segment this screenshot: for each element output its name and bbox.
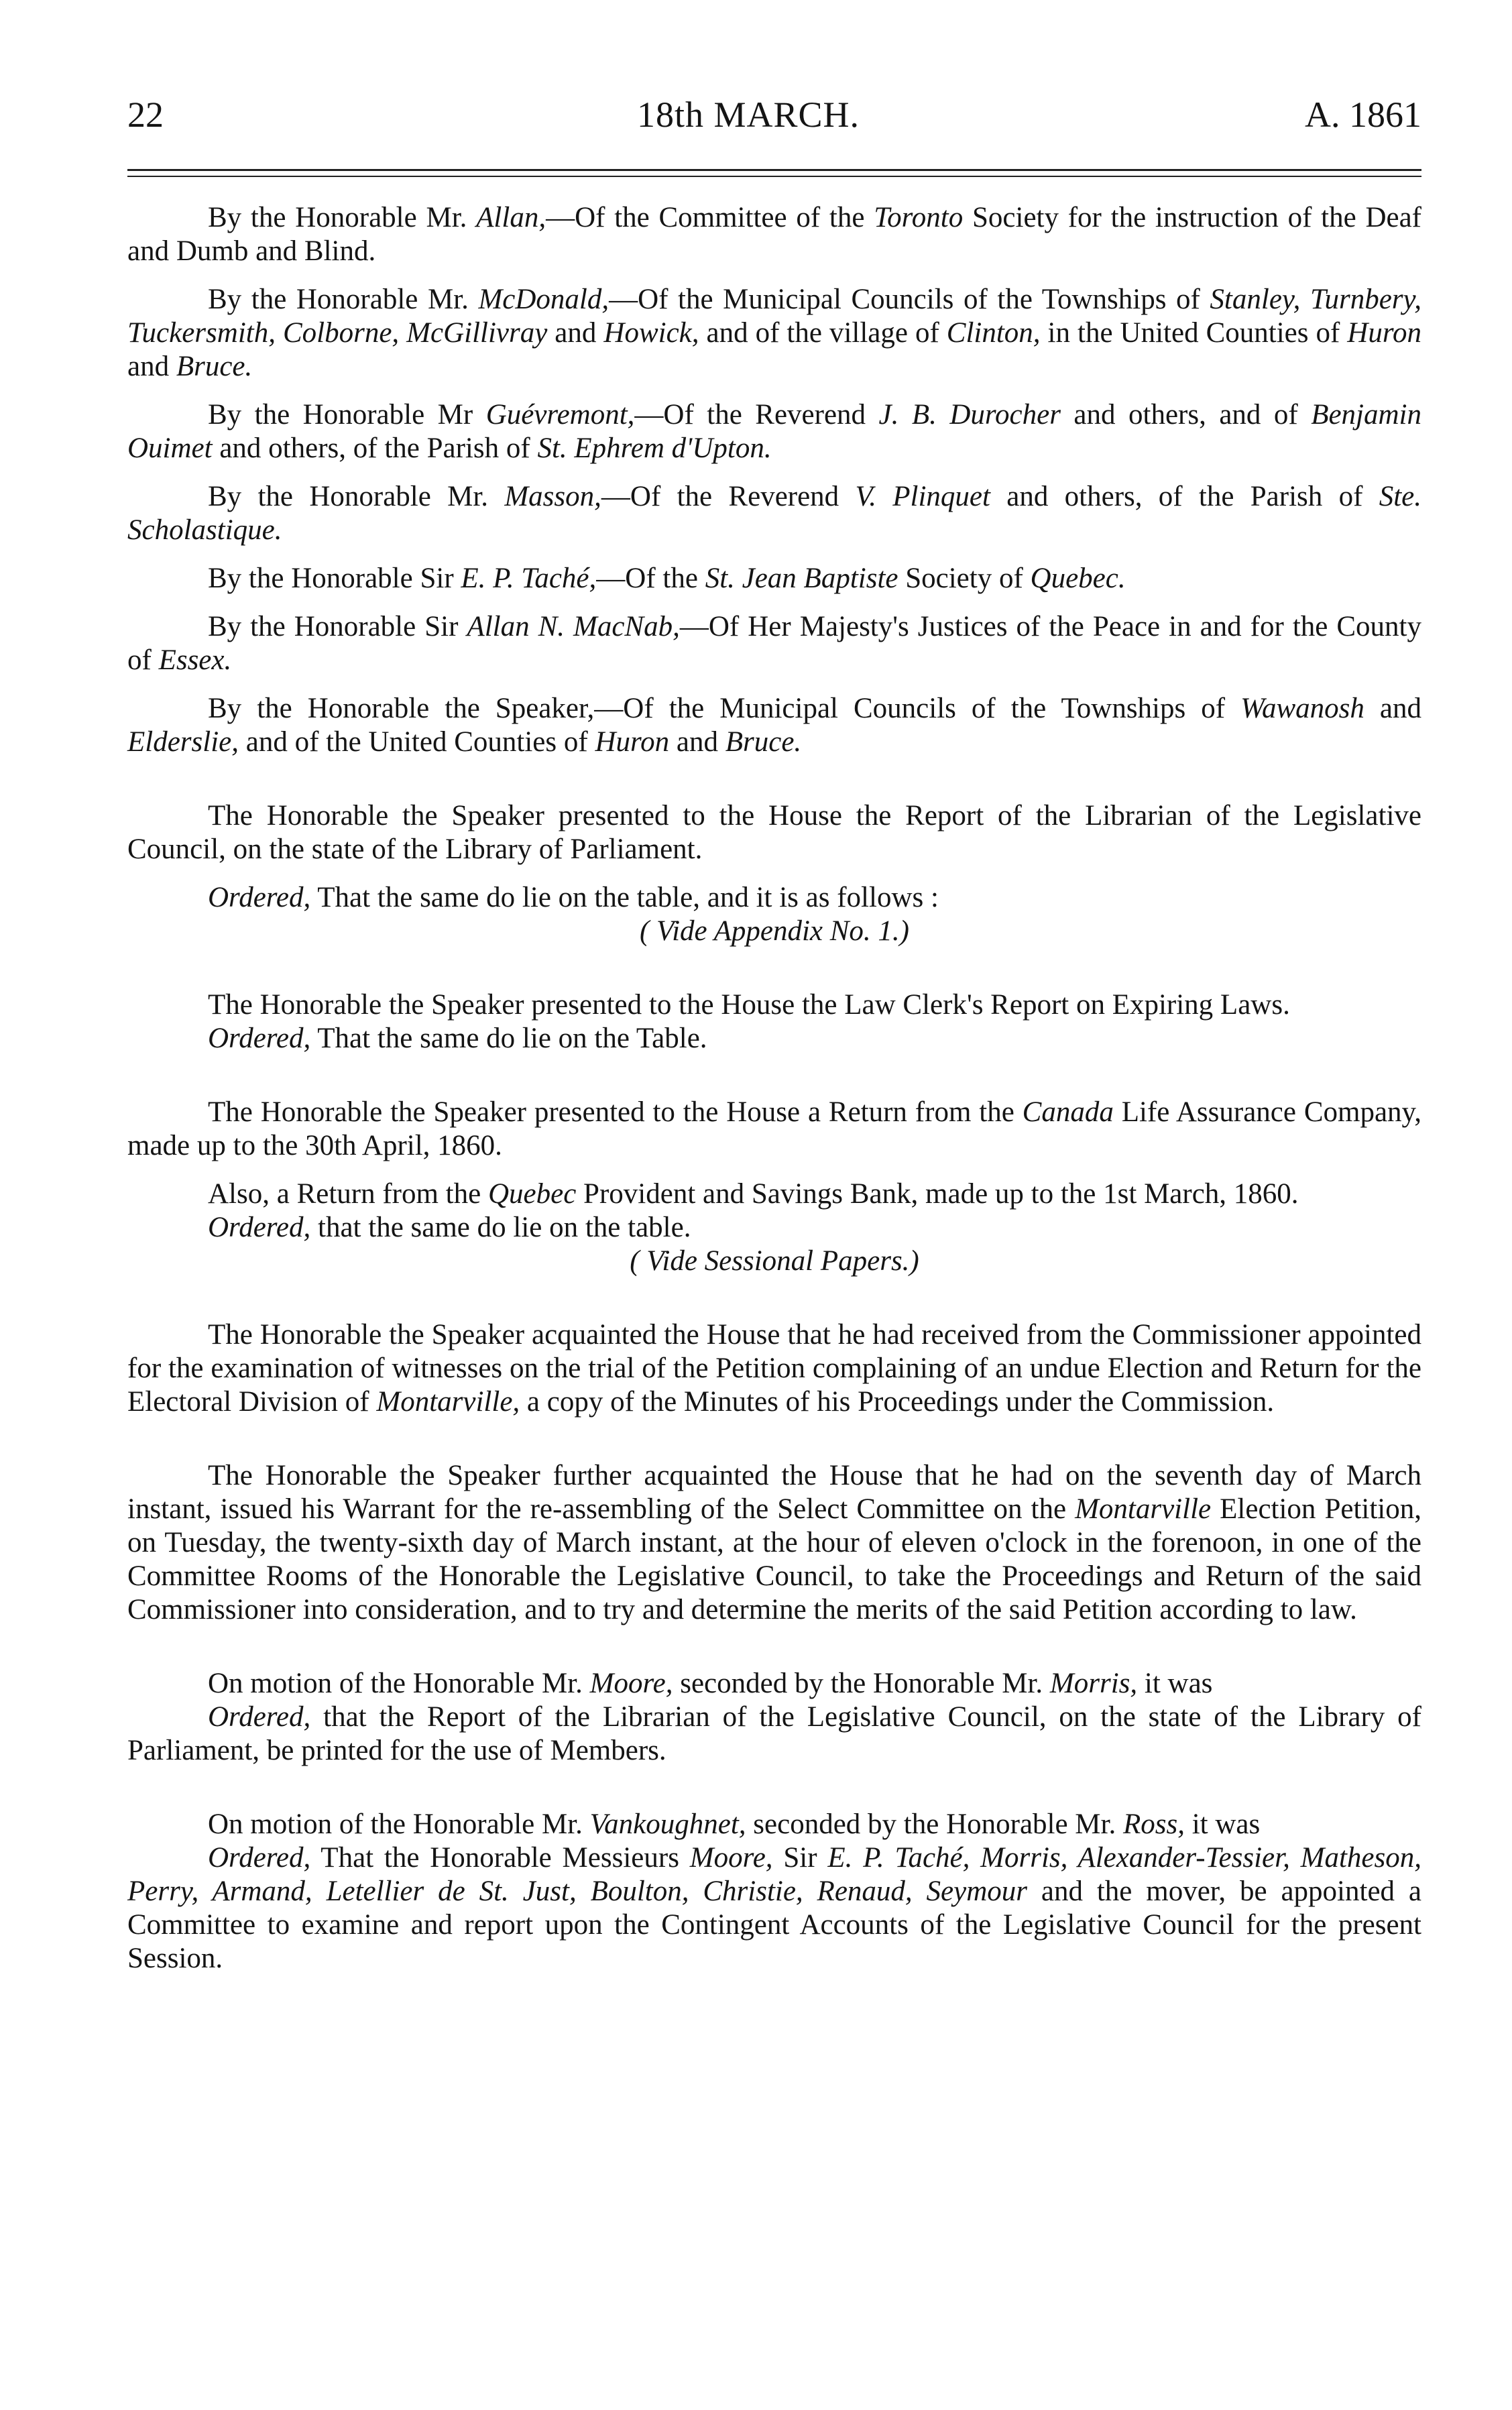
quebec-bank-return: Also, a Return from the Quebec Provident and Savings Bank, made up to the 1st March, 1860. bbox=[208, 1178, 1299, 1210]
journal-body bbox=[127, 201, 1421, 1975]
motion-moore: On motion of the Honorable Mr. Moore, seconded by the Honorable Mr. Morris, it was bbox=[208, 1668, 1213, 1699]
petition-macnab: By the Honorable Sir Allan N. MacNab,—Of Her Majesty's Justices of the Peace in and for the County of Essex. bbox=[127, 611, 1421, 676]
running-header bbox=[127, 67, 1421, 134]
returns-ordered: Ordered, that the same do lie on the table. bbox=[208, 1212, 691, 1243]
petition-tache: By the Honorable Sir E. P. Taché,—Of the St. Jean Baptiste Society of Quebec. bbox=[208, 563, 1126, 594]
motion-vankoughnet-ordered: Ordered, That the Honorable Messieurs Moore, Sir E. P. Taché, Morris, Alexander-Tessier, Matheson, Perry, Armand, Letellier de St. Just, Boulton, Christie, Renaud, Seymour and the mover, be appointed a Committee to examine and report upon the Contingent Accounts of the Legislative Council for the present Session. bbox=[127, 1842, 1422, 1974]
librarian-ordered: Ordered, That the same do lie on the table, and it is as follows : bbox=[208, 882, 939, 913]
header-rule-top bbox=[127, 169, 1421, 171]
motion-moore-ordered: Ordered, that the Report of the Librarian of the Legislative Council, on the state of the Library of Parliament, be printed for the use of Members. bbox=[127, 1701, 1421, 1766]
petition-speaker: By the Honorable the Speaker,—Of the Municipal Councils of the Townships of Wawanosh and Elderslie, and of the United Counties of Huron and Bruce. bbox=[127, 693, 1421, 758]
year-heading: A. 1861 bbox=[1305, 95, 1421, 135]
petition-allan: By the Honorable Mr. Allan,—Of the Committee of the Toronto Society for the instruction of the Deaf and Dumb and Blind. bbox=[127, 202, 1421, 267]
librarian-vide-note: ( Vide Appendix No. 1.) bbox=[639, 915, 910, 947]
page-number: 22 bbox=[127, 95, 164, 135]
librarian-report-paragraph: The Honorable the Speaker presented to the House the Report of the Librarian of the Legislative Council, on the state of the Library of Parliament. bbox=[127, 800, 1421, 865]
motion-vankoughnet: On motion of the Honorable Mr. Vankoughnet, seconded by the Honorable Mr. Ross, it was bbox=[208, 1809, 1261, 1840]
law-clerk-paragraph: The Honorable the Speaker presented to the House the Law Clerk's Report on Expiring Laws. bbox=[208, 989, 1290, 1021]
petition-guevremont: By the Honorable Mr Guévremont,—Of the Reverend J. B. Durocher and others, and of Benjamin Ouimet and others, of the Parish of St. Ephrem d'Upton. bbox=[127, 399, 1422, 464]
petition-mcdonald: By the Honorable Mr. McDonald,—Of the Municipal Councils of the Townships of Stanley, Turnbery, Tuckersmith, Colborne, McGillivray and Howick, and of the village of Clinton, in the United Counties of Huron and Bruce. bbox=[127, 284, 1422, 382]
commissioner-paragraph: The Honorable the Speaker acquainted the House that he had received from the Commissioner appointed for the examination of witnesses on the trial of the Petition complaining of an undue Election and Return for the Electoral Division of Montarville, a copy of the Minutes of his Proceedings under the Commission. bbox=[127, 1319, 1421, 1418]
warrant-paragraph: The Honorable the Speaker further acquainted the House that he had on the seventh day of March instant, issued his Warrant for the re-assembling of the Select Committee on the Montarville Election Petition, on Tuesday, the twenty-sixth day of March instant, at the hour of eleven o'clock in the forenoon, in one of the Committee Rooms of the Honorable the Legislative Council, to take the Proceedings and Return of the said Commissioner into consideration, and to try and determine the merits of the said Petition according to law. bbox=[127, 1460, 1421, 1625]
returns-vide-note: ( Vide Sessional Papers.) bbox=[630, 1245, 919, 1277]
canada-life-return: The Honorable the Speaker presented to the House a Return from the Canada Life Assurance Company, made up to the 30th April, 1860. bbox=[127, 1096, 1421, 1161]
petition-masson: By the Honorable Mr. Masson,—Of the Reverend V. Plinquet and others, of the Parish of Ste. Scholastique. bbox=[127, 481, 1421, 546]
date-heading: 18th MARCH. bbox=[637, 95, 860, 135]
law-clerk-ordered: Ordered, That the same do lie on the Table. bbox=[208, 1023, 707, 1054]
header-rule-bottom bbox=[127, 176, 1421, 177]
